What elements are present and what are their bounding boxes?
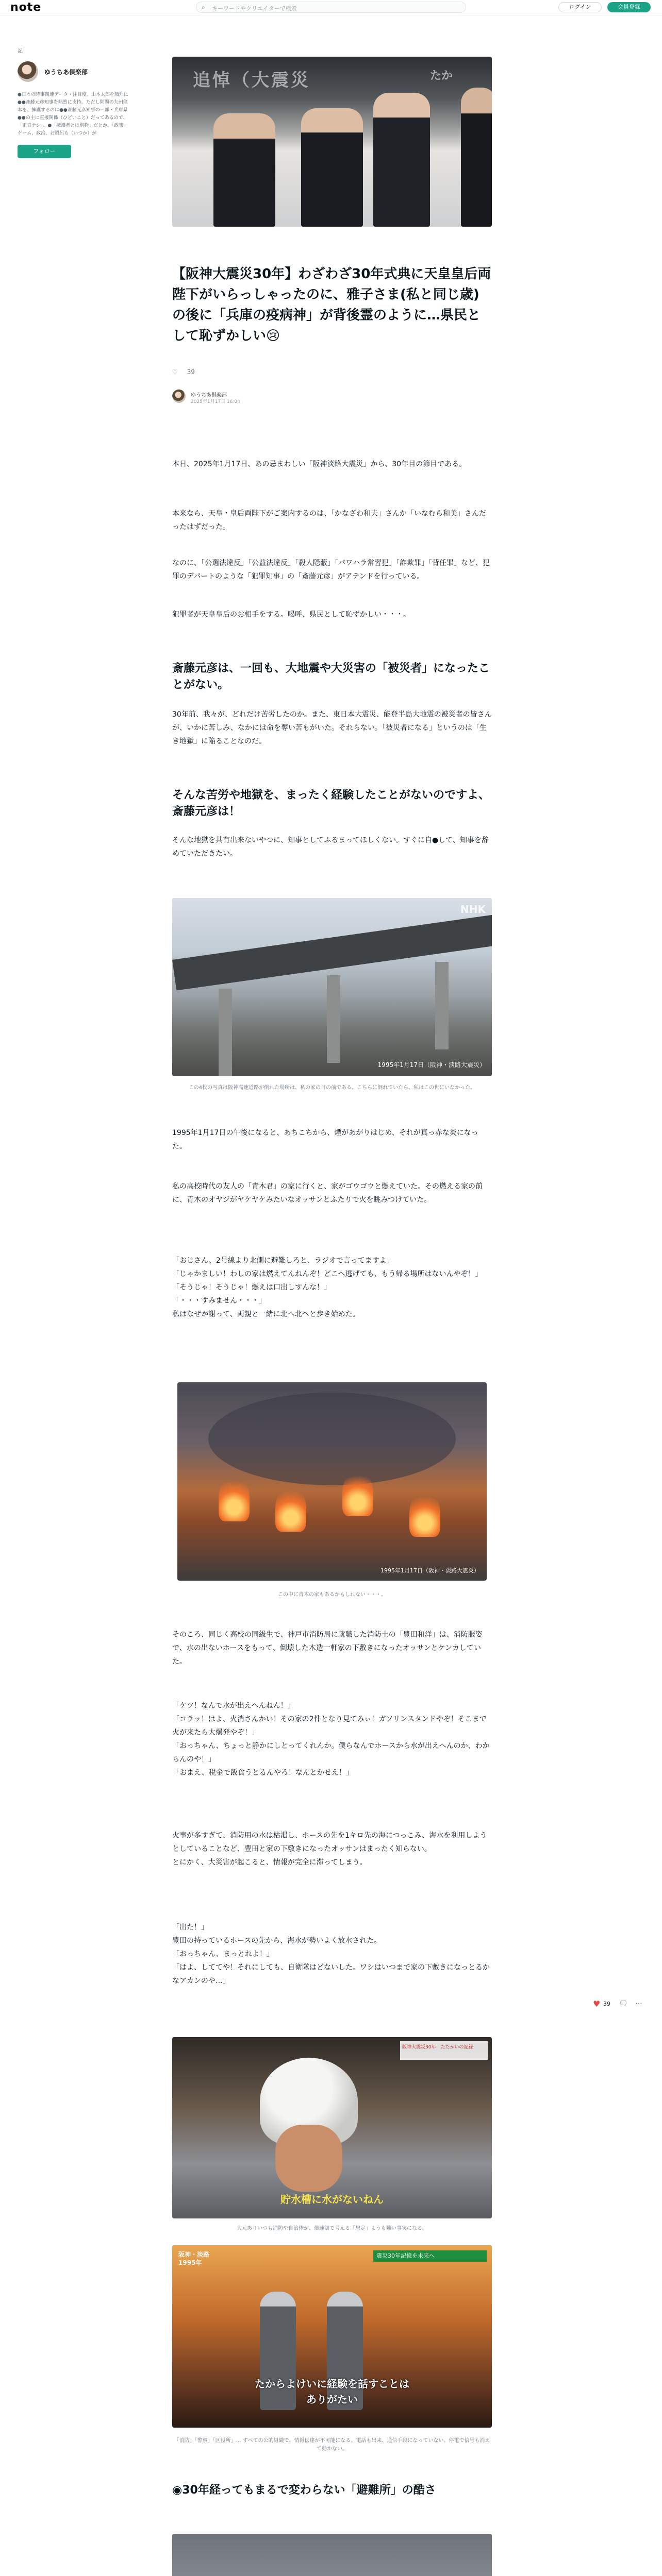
creator-card[interactable] — [18, 61, 131, 85]
flame — [409, 1490, 440, 1537]
section-heading: ◉30年経ってもまるで変わらない「避難所」の酷さ — [172, 2484, 436, 2497]
hero-figure — [373, 93, 430, 227]
highway-pillar — [327, 975, 340, 1063]
paragraph: 30年前、我々が、どれだけ苦労したのか。また、東日本大震災、能登半島大地震の被災者の皆さんが、いかに苦しみ、なかには命を奪い苦もがいた。それらない。「被災者になる」というのは「生き地獄」に陥ることなのだ。 — [172, 710, 492, 745]
hero-figure — [461, 88, 492, 227]
paragraph: 1995年1月17日の午後になると、あちこちから、煙があがりはじめ、それが真っ赤な炎になった。 — [172, 1129, 478, 1150]
dialogue-paragraph: 「ケツ！なんで水が出えへんねん！」 「コラッ！はよ、火消さんかい！その家の2件となり見てみぃ！ガソリンスタンドやぞ！そこまで火が来たら大爆発やぞ！」 「おっちゃん、ちょっと静かにしとってくれんか。僕らなんでホースから水が出えへんのか、わからんのや！」 「おまえ、税金で飯食うとるんやろ！なんとかせえ！」 — [172, 1702, 490, 1777]
more-icon[interactable]: ⋯ — [635, 1999, 642, 2008]
floating-like-count: 39 — [603, 2001, 610, 2007]
paragraph: なのに、「公選法違反」「公益法違反」「殺人隠蔽」「パワハラ常習犯」「詐欺罪」「背任罪」など、犯罪のデパートのような「犯罪知事」の「斎藤元彦」がアテンドを行っている。 — [172, 559, 490, 581]
creator-avatar[interactable] — [18, 61, 38, 82]
shelter-image-1995 — [172, 2534, 492, 2576]
paragraph: 本日、2025年1月17日、あの忌まわしい「阪神淡路大震災」から、30年目の節目である。 — [172, 460, 467, 468]
collapsed-highway-image — [172, 898, 492, 1076]
login-button[interactable]: ログイン — [558, 2, 602, 12]
hero-image — [172, 57, 492, 227]
comment-icon[interactable]: 🗨 — [619, 1999, 628, 2008]
hero-figure — [213, 113, 275, 227]
video-subtitle: 貯水槽に水がないねん — [280, 2193, 384, 2206]
follow-button[interactable]: フォロー — [18, 145, 71, 158]
paragraph: 火事が多すぎて、消防用の水は枯渇し、ホースの先を1キロ先の海につっこみ、海水を利用しようとしていることなど、豊田と家の下敷きになったオッサンはまったく知らない。 とにかく、大災害が起こると、情報が完全に滞ってしまう。 — [172, 1832, 487, 1867]
video-label: 阪神・淡路 1995年 — [178, 2251, 210, 2266]
post-date: 2025年1月17日 16:04 — [191, 399, 240, 404]
flame — [275, 1485, 306, 1532]
firefighter-face — [275, 2125, 342, 2192]
video-badge: 阪神大震災30年 たたかいの記録 — [400, 2041, 488, 2060]
dialogue-paragraph: 「出た！」 豊田の持っているホースの先から、海水が勢いよく放水された。 「おっちゃん、まっとれよ！」 「はよ、しててや！それにしても、自衛隊はどないした。ワシはいつまで家の下敷きになっとるかなアカンのや…」 — [172, 1923, 490, 1985]
section-heading: 斎藤元彦は、一回も、大地震や大災害の「被災者」になったことがない。 — [172, 662, 490, 691]
like-count: 39 — [187, 368, 195, 376]
image-caption: 大元ありいつも消防や自治体が、倍速訓で考える「想定」ようも難い事実になる。 — [237, 2226, 427, 2231]
video-subtitle: たからよけいに経験を話すことは ありがたい — [255, 2378, 409, 2405]
firefighting-image — [172, 2245, 492, 2428]
search-placeholder: キーワードやクリエイターで検索 — [212, 5, 297, 12]
sidebar-heading: 記 — [18, 48, 23, 54]
article-title: 【阪神大震災30年】わざわざ30年式典に天皇皇后両陛下がいらっしゃったのに、雅子さま(私と同じ歳)の後に「兵庫の疫病神」が背後霊のように…県民として恥ずかしい😢 — [172, 266, 491, 344]
hero-sign-text: 追悼（大震災 — [193, 70, 310, 91]
floating-action-bar — [593, 1999, 655, 2011]
search-icon: ⌕ — [202, 4, 205, 11]
image-caption: この中に青木の家もあるかもしれない・・・。 — [278, 1592, 386, 1598]
author-avatar[interactable] — [172, 389, 186, 403]
section-heading: そんな苦労や地獄を、まったく経験したことがないのですよ、斎藤元彦は！ — [172, 789, 490, 818]
firefighter-image — [172, 2037, 492, 2218]
image-caption-overlay: 1995年1月17日（阪神・淡路大震災） — [377, 1061, 486, 1069]
flame — [219, 1475, 250, 1521]
flame — [342, 1470, 373, 1516]
image-caption: 「消防」「警察」「区役所」… すべての公的組織で、情報伝達が不可能になる。電話も出来、通信手段になっていない。停電で信号も消えて動かない。 — [174, 2438, 490, 2452]
highway-pillar — [435, 962, 449, 1049]
highway-pillar — [219, 989, 232, 1076]
heart-outline-icon[interactable]: ♡ — [172, 368, 178, 376]
note-logo[interactable]: note — [10, 1, 42, 14]
top-bar — [0, 0, 662, 15]
creator-name[interactable]: ゆうちあ倶楽部 — [44, 69, 88, 76]
image-caption: この4枚の写真は阪神高速道路が倒れた場所は、私の家の目の前である。こちらに倒れていたら、私はこの世にいなかった。 — [188, 1085, 476, 1091]
author-name[interactable]: ゆうちあ倶楽部 — [191, 393, 227, 398]
image-caption-overlay: 1995年1月17日（阪神・淡路大震災） — [380, 1567, 479, 1574]
city-fire-image — [177, 1382, 487, 1581]
paragraph: そのころ、同じく高校の同級生で、神戸市消防局に就職した消防士の「豊田和洋」は、消防服姿で、水の出ないホースをもって、倒壊した木造一軒家の下敷きになったオッサンとケンカしていた。 — [172, 1631, 483, 1666]
smoke-cloud — [208, 1393, 456, 1485]
paragraph: 私の高校時代の友人の「青木君」の家に行くと、家がゴウゴウと燃えていた。その燃える家の前に、青木のオヤジがヤケヤケみたいなオッサンとふたりで火を眺みつけていた。 — [172, 1182, 483, 1204]
search-box[interactable] — [196, 2, 466, 13]
paragraph: そんな地獄を共有出来ないやつに、知事としてふるまってほしくない。すぐに自●して、知事を辞めていただきたい。 — [172, 836, 489, 858]
nhk-watermark: NHK — [460, 903, 486, 916]
hero-figure — [301, 108, 363, 227]
sidebar — [18, 46, 131, 158]
heart-icon[interactable]: ♥ — [593, 1999, 601, 2009]
paragraph: 本来なら、天皇・皇后両陛下がご案内するのは、「かなざわ和夫」さんか「いなむら和美」さんだったはずだった。 — [172, 510, 486, 531]
creator-bio: ●日々の時事関連データ・注目度。山本太郎を熱烈に●●斎藤元彦知事を熱烈に支持。ただし問題の九州熊本を、擁護するのは●●斎藤元彦知事の一部・兵庫県●●の主に直接関係（ひどいこと）だってあるので、「正直ナシ」、●「擁護者とは別物」だとか。「政策」ゲーム、政治、お風呂も（いつか）が — [18, 92, 128, 136]
signup-button[interactable]: 会員登録 — [607, 2, 651, 12]
like-count-row[interactable] — [172, 368, 195, 376]
dialogue-paragraph: 「おじさん、2号線より北側に避難しろと、ラジオで言ってますよ」 「じゃかましい！わしの家は燃えてんねんぞ！どこへ逃げても、もう帰る場所はないんやぞ！」 「そうじゃ！そうじゃ！燃えは口出しすんな！」 「・・・すみません・・・」 私はなぜか謝って、両親と一緒に北へ北へと歩き始めた。 — [172, 1257, 483, 1318]
paragraph: 犯罪者が天皇皇后のお相手をする。喝呼、県民として恥ずかしい・・・。 — [172, 611, 410, 619]
hero-sign-text-2: たか — [430, 70, 453, 82]
video-badge: 震災30年記憶を未来へ — [373, 2250, 487, 2262]
